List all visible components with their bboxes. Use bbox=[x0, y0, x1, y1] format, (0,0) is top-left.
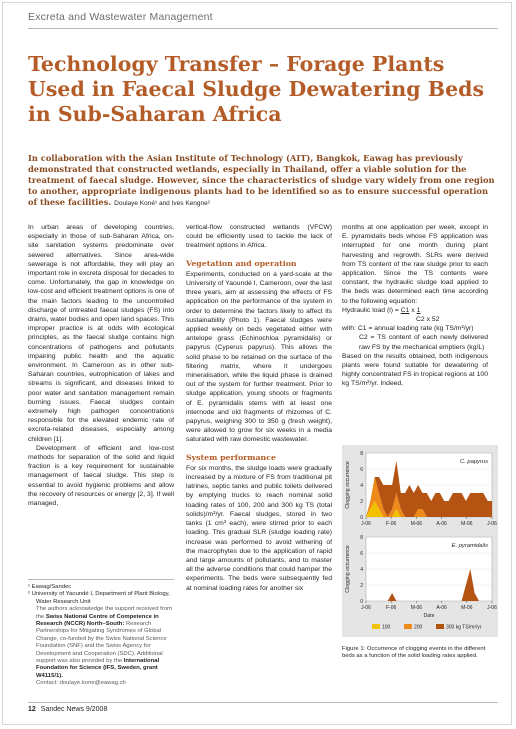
y-tick-label: 4 bbox=[360, 567, 363, 573]
header-rule bbox=[28, 28, 498, 29]
x-tick-label: A-06 bbox=[436, 605, 447, 611]
column-3 bbox=[342, 223, 488, 389]
x-tick-label: F-06 bbox=[386, 521, 397, 527]
section-label: Excreta and Wastewater Management bbox=[28, 11, 213, 23]
y-tick-label: 0 bbox=[360, 515, 363, 521]
contact-email[interactable]: Contact: doulaye.kone@eawag.ch bbox=[36, 680, 126, 687]
x-tick-label: J-06 bbox=[487, 521, 497, 527]
heading-system-performance: System performance bbox=[186, 452, 276, 462]
equation-denominator: C2 x 52 bbox=[416, 316, 440, 324]
legend-label: 100 bbox=[382, 624, 391, 631]
footer-rule bbox=[28, 702, 498, 703]
ack-nccr: Swiss National Centre of Competence in Research (NCCR) North–South: bbox=[36, 613, 159, 628]
legend-swatch bbox=[436, 624, 444, 629]
equation-c1: C1 bbox=[400, 306, 410, 314]
figure-1-chart bbox=[342, 445, 498, 637]
y-tick-label: 2 bbox=[360, 583, 363, 589]
col2-paragraph-2: Experiments, conducted on a yard-scale at the University of Yaoundé I, Cameroon, over the last three years, aim at assessing the effects of FS application on the performance of the system in order to determine the factors likely to affect its sustainability (Photo 1). Faecal sludges were applied weekly on beds vegetated either with antelope grass (Echinochloa pyramidalis) or papyrus (Cyperus papyrus). This allows the solid phase to be retained on the surface of the filtering matrix, where it undergoes mineralisation, while the liquid phase is drained out of the system for further treatment. Prior to sludge application, young shoots or fragments of E. pyramidalis stems with at least one internode and old fragments of rhizomes of C. papyrus, weighing 300 to 350 g (fresh weight), were allowed to grow for six weeks in a media saturated with raw domestic wastewater. bbox=[186, 270, 332, 444]
x-tick-label: M-06 bbox=[461, 605, 473, 611]
ack-ifs: International Foundation for Science (IFS, Sweden, grant W4115/1). bbox=[36, 658, 160, 679]
article-title: Technology Transfer – Forage Plants Used in Faecal Sludge Dewatering Beds in Sub-Saharan Africa bbox=[28, 52, 485, 126]
article-intro bbox=[28, 153, 496, 209]
clogging-chart-svg bbox=[342, 445, 498, 637]
heading-vegetation: Vegetation and operation bbox=[186, 258, 297, 268]
footnote-2: ² University of Yaoundé I, Department of Plant Biology, Water Research Unit bbox=[28, 591, 170, 605]
y-tick-label: 6 bbox=[360, 551, 363, 557]
col3-paragraph-1: months at one application per week, except in E. pyramidalis beds whose FS application was interrupted for one month during plant harvesting and regrowth. SLRs were derived from TS content of the raw sludge prior to each application. Since the TS contents were constant, the hydraulic sludge load applied to the beds was determined each time according to the following equation: bbox=[342, 224, 488, 305]
intro-text: In collaboration with the Asian Institute of Technology (AIT), Bangkok, Eawag has previously demonstrated that constructed wetlands, especially in Thailand, offer a viable solution for the treatment of faecal sludge. However, since the characteristics of sludge vary widely from one region to another, appropriate indigenous plants had to be identified so as to ensure successful operation of these facilities. bbox=[28, 153, 495, 207]
x-tick-label: J-06 bbox=[361, 521, 371, 527]
acknowledgement bbox=[28, 606, 174, 680]
col3-paragraph-2: Based on the results obtained, both indigenous plants were found suitable for dewatering of highly concentrated FS in tropical regions at 100 kg TS/m²/yr. Indeed, bbox=[342, 352, 488, 388]
equation-one: 1 bbox=[416, 306, 421, 314]
equation bbox=[342, 306, 488, 324]
legend-swatch bbox=[404, 624, 412, 629]
panel-title: E. pyramidalis bbox=[451, 543, 488, 549]
y-tick-label: 0 bbox=[360, 599, 363, 605]
legend-label: 300 kg TS/m²/yr bbox=[446, 624, 482, 631]
col2-paragraph-3: For six months, the sludge loads were gradually increased by a mixture of FS from traditional pit latrines, septic tanks and public toilets delivered by emptying trucks to reach nominal solid loading rates of 100, 200 and 300 kg TS (total solids)/m²/yr. Faecal sludges, stored in two tanks (1 cm³ each), were stirred prior to each loading. This gradual SLR (sludge loading rate) increase was performed to avoid withering of the macrophytes due to the application of rapid and large amounts of pollutants, and to master all the adverse conditions that could hamper the experiments. The beds were subsequently fed at nominal loading rates for another six bbox=[186, 464, 332, 592]
x-tick-label: J-06 bbox=[361, 605, 371, 611]
col1-paragraph-1: In urban areas of developing countries, especially in those of sub-Saharan Africa, on-site sanitation systems predominate over sewered alternatives. Since area-wide sewerage is not affordable, they will play an important role in excreta disposal for decades to come. Unfortunately, the gap in knowledge on low-cost and efficient treatment options is one of the main factors leading to the uncontrolled discharge of untreated faecal sludges (FS) into drains, water bodies and open land spaces. This improper practice is at odds with ecological principles, as the faecal sludge contains high concentrations of pathogens and pollutants impairing public health and the aquatic environment. In Cameroon as in other sub-Saharan countries, eutrophication of lakes and streams is significant, and diseases linked to poor water and sanitation management remain burning issues. Faecal sludges contain extremely high pathogen concentrations responsible for the elevated endemic rate of excreta-related diseases, especially among children [1]. bbox=[28, 224, 174, 443]
x-tick-label: J-06 bbox=[487, 605, 497, 611]
x-tick-label: A-06 bbox=[436, 521, 447, 527]
column-2 bbox=[186, 223, 332, 593]
footer-source: Sandec News 9/2008 bbox=[40, 706, 108, 713]
legend-swatch bbox=[372, 624, 380, 629]
footnotes bbox=[28, 579, 174, 688]
y-tick-label: 6 bbox=[360, 467, 363, 473]
equation-where-2: C2 = TS content of each newly delivered raw FS by the mechanical emptiers (kg/L) bbox=[359, 334, 488, 351]
y-tick-label: 2 bbox=[360, 499, 363, 505]
footnote-1: ¹ Eawag/Sandec bbox=[28, 584, 72, 590]
x-tick-label: F-06 bbox=[386, 605, 397, 611]
page-footer bbox=[28, 706, 107, 713]
equation-times: x bbox=[409, 306, 417, 314]
figure-caption: Figure 1: Occurrence of clogging events in the different beds as a function of the solid loading rates applied. bbox=[342, 646, 486, 660]
legend-label: 200 bbox=[414, 624, 423, 631]
x-axis-label: Date bbox=[423, 613, 435, 619]
panel-title: C. papyrus bbox=[459, 459, 488, 465]
column-1 bbox=[28, 223, 174, 508]
col1-paragraph-2: Development of efficient and low-cost methods for separation of the solid and liquid fraction is a key requirement for sustainable management of faecal sludge. This step is essential to avoid hygienic problems and allow the recovery of resources or energy [2, 3]. If well managed, bbox=[28, 444, 174, 508]
x-tick-label: M-06 bbox=[410, 521, 423, 527]
page-number: 12 bbox=[28, 706, 36, 713]
equation-lhs: Hydraulic load (l) = bbox=[342, 306, 401, 314]
y-axis-label: Clogging occurrence bbox=[345, 461, 351, 509]
y-tick-label: 8 bbox=[360, 535, 363, 541]
x-tick-label: M-06 bbox=[410, 605, 423, 611]
article-authors: Doulaye Koné¹ and Ives Kengne² bbox=[114, 200, 210, 207]
col2-paragraph-1: vertical-flow constructed wetlands (VFCW) could be efficiently used to tackle the lack of treatment options in Africa. bbox=[186, 224, 332, 250]
y-tick-label: 8 bbox=[360, 451, 363, 457]
x-tick-label: M-06 bbox=[461, 521, 473, 527]
ack-text-2: Research Partnerships for Mitigating Syndromes of Global Change, co-funded by the Swiss National Science Foundation (SNF) and the Swiss Agency for Development and Cooperation (SDC). Additional support was also provided by the bbox=[36, 621, 167, 665]
y-tick-label: 4 bbox=[360, 483, 363, 489]
y-axis-label: Clogging occurrence bbox=[345, 545, 351, 593]
ack-text-1: The authors acknowledge the support received from the bbox=[36, 606, 172, 620]
equation-where-1: with: C1 = annual loading rate (kg TS/m²/yr) bbox=[342, 325, 474, 333]
